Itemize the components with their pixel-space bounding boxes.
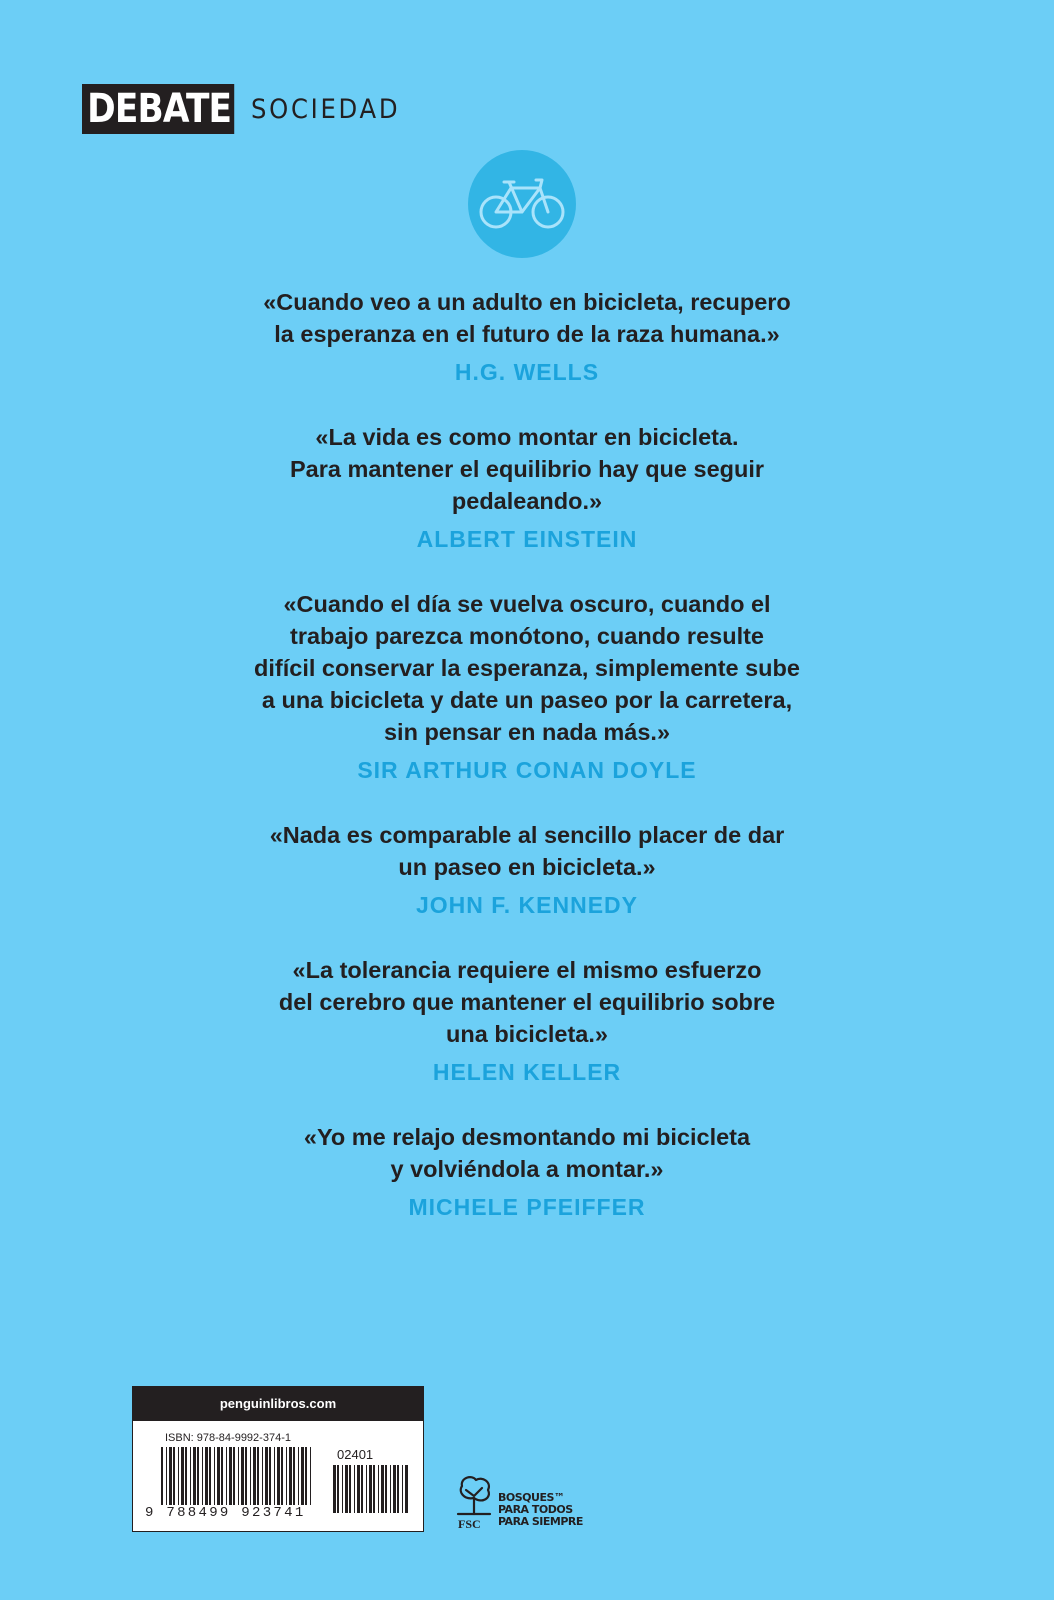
quote-line: pedaleando.» (451, 488, 603, 514)
bicycle-badge (468, 150, 576, 258)
quote-line: Para mantener el equilibrio hay que seguir (289, 456, 765, 482)
barcode-bar (253, 1447, 256, 1505)
quote-line: difícil conservar la esperanza, simplemente sube (254, 655, 800, 681)
quote-line: y volviéndola a montar.» (390, 1156, 664, 1182)
barcode-bar (166, 1447, 167, 1505)
barcode-bar (205, 1447, 208, 1505)
quote-line: trabajo parezca monótono, cuando resulte (290, 623, 764, 649)
series-name: SOCIEDAD (251, 93, 401, 125)
barcode-bar (221, 1447, 223, 1505)
barcode-bar (361, 1465, 363, 1513)
publisher-name: DEBATE (82, 84, 235, 134)
barcode-bar (397, 1465, 399, 1513)
fsc-tagline-line: PARA TODOS (498, 1503, 573, 1516)
barcode-bar (293, 1447, 295, 1505)
barcode-bar (277, 1447, 280, 1505)
barcode-bar (337, 1465, 339, 1513)
quote-text (180, 819, 874, 883)
quote-author: ALBERT EINSTEIN (416, 526, 638, 552)
barcode-digits: 9 788499 923741 (145, 1505, 306, 1521)
quote-text (180, 1121, 874, 1185)
publisher-logo (82, 84, 417, 134)
quote-line: del cerebro que mantener el equilibrio sobre (278, 989, 776, 1015)
barcode-bar (197, 1447, 199, 1505)
barcode-bar (262, 1447, 263, 1505)
fsc-label: FSC (458, 1517, 481, 1531)
quote-text (180, 954, 874, 1050)
bicycle-icon (478, 174, 566, 235)
barcode-bar (373, 1465, 375, 1513)
quote-author: H.G. WELLS (454, 359, 600, 385)
barcode-panel (132, 1386, 424, 1532)
quote-line: a una bicicleta y date un paseo por la carretera, (261, 687, 793, 713)
barcode-bar (161, 1447, 163, 1505)
barcode-bar (345, 1465, 348, 1513)
quote-text (180, 421, 874, 517)
quote-line: sin pensar en nada más.» (383, 719, 671, 745)
barcode-bar (349, 1465, 351, 1513)
quote-text (180, 286, 874, 350)
quotes-section (180, 286, 874, 1222)
quote-author: HELEN KELLER (432, 1059, 622, 1085)
barcode-bar (233, 1447, 235, 1505)
quote-line: un paseo en bicicleta.» (398, 854, 656, 880)
tree-icon (452, 1474, 496, 1532)
quote-line: «La tolerancia requiere el mismo esfuerzo (292, 957, 762, 983)
quote (180, 954, 874, 1087)
barcode-bar (354, 1465, 355, 1513)
barcode-bar (366, 1465, 367, 1513)
barcode-bar (265, 1447, 268, 1505)
barcode-bar (310, 1447, 311, 1505)
isbn-label: ISBN: 978-84-9992-374-1 (165, 1432, 291, 1444)
quote (180, 1121, 874, 1222)
barcode-bar (357, 1465, 360, 1513)
barcode-bar (301, 1447, 304, 1505)
barcode-bar (229, 1447, 232, 1505)
barcode-bar (214, 1447, 215, 1505)
barcode-bar (202, 1447, 203, 1505)
barcode-bar (405, 1465, 408, 1513)
barcode-bar (269, 1447, 271, 1505)
barcode-bar (385, 1465, 387, 1513)
quote (180, 819, 874, 920)
barcode-bar (289, 1447, 292, 1505)
quote-line: «Cuando veo a un adulto en bicicleta, recupero (263, 289, 791, 315)
barcode-bar (178, 1447, 179, 1505)
quote-line: «La vida es como montar en bicicleta. (315, 424, 739, 450)
fsc-tagline-line: BOSQUES™ (498, 1491, 565, 1504)
price-code: 02401 (337, 1447, 374, 1462)
barcode-bar (333, 1465, 336, 1513)
barcode-bar (226, 1447, 227, 1505)
barcode-bar (169, 1447, 172, 1505)
barcode-bar (173, 1447, 175, 1505)
quote-author: SIR ARTHUR CONAN DOYLE (357, 757, 697, 783)
quote-text (180, 588, 874, 748)
barcode-bar (185, 1447, 187, 1505)
quote-line: «Nada es comparable al sencillo placer de dar (269, 822, 785, 848)
quote (180, 421, 874, 554)
quote-line: la esperanza en el futuro de la raza humana.» (274, 321, 780, 347)
barcode-bar (181, 1447, 184, 1505)
quote-author: JOHN F. KENNEDY (415, 892, 639, 918)
barcode-bar (190, 1447, 191, 1505)
barcode-bar (245, 1447, 247, 1505)
barcode-bar (286, 1447, 287, 1505)
barcode-bar (257, 1447, 259, 1505)
quote-author: MICHELE PFEIFFER (408, 1194, 646, 1220)
barcode-bar (238, 1447, 239, 1505)
fsc-tagline-line: PARA SIEMPRE (498, 1515, 583, 1528)
barcode-bar (274, 1447, 275, 1505)
barcode-bar (342, 1465, 343, 1513)
quote-line: «Cuando el día se vuelva oscuro, cuando el (283, 591, 771, 617)
fsc-tagline (498, 1492, 583, 1528)
barcode-bar (209, 1447, 211, 1505)
barcode-bar (193, 1447, 196, 1505)
barcode-bar (378, 1465, 379, 1513)
quote-line: «Yo me relajo desmontando mi bicicleta (303, 1124, 751, 1150)
website-label: penguinlibros.com (133, 1387, 423, 1421)
quote (180, 286, 874, 387)
barcode-bar (369, 1465, 372, 1513)
fsc-logo (452, 1474, 583, 1532)
barcode-bar (281, 1447, 283, 1505)
barcode-bar (390, 1465, 391, 1513)
barcode-bar (381, 1465, 384, 1513)
barcode-bar (305, 1447, 307, 1505)
barcode-bar (393, 1465, 396, 1513)
barcode-bar (402, 1465, 403, 1513)
barcode-bars (161, 1447, 313, 1505)
barcode-bar (241, 1447, 244, 1505)
quote (180, 588, 874, 785)
barcode-bar (250, 1447, 251, 1505)
quote-line: una bicicleta.» (446, 1021, 608, 1047)
barcode-addon-bars (333, 1465, 409, 1513)
barcode-bar (217, 1447, 220, 1505)
barcode-bar (298, 1447, 299, 1505)
